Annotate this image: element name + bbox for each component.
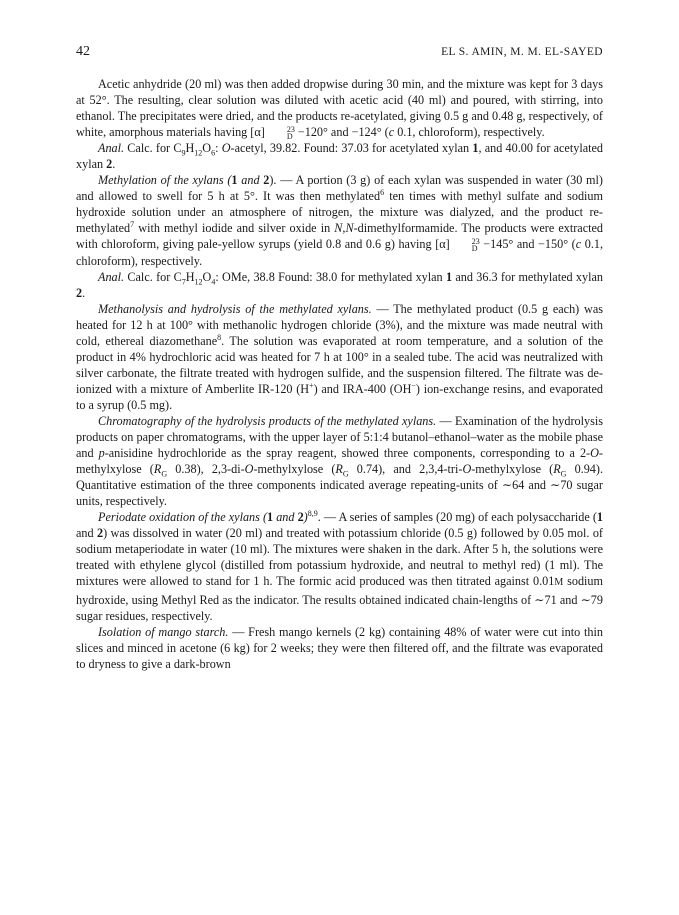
paragraph-chromatography: Chromatography of the hydrolysis products of the methylated xylans. — Examination of the hydrolysis products on paper chromatograms, with the upper layer of 5:1:4 butanol–ethanol–water as the mobile phase and p-anisidine hydrochloride as the spray reagent, showed three components, corresponding to a 2-O-methylxylose ($R_G$ 0.38), 2,3-di-O-methylxylose ($R_G$ 0.74), and 2,3,4-tri-O-methylxylose ($R_G$ 0.94). Quantitative estimation of the three components indicated average repeating-units of ∼64 and ∼70 sugar units, respectively. [76,413,603,509]
article-body [76,76,603,672]
page-header [76,44,603,60]
paragraph-methanolysis: Methanolysis and hydrolysis of the methylated xylans. — The methylated product (0.5 g each) was heated for 12 h at 100° with methanolic hydrogen chloride (3%), and the mixture was made neutral with cold, ethereal diazomethane$^8$. The solution was evaporated at room temperature, and a solution of the product in 4% hydrochloric acid was heated for 7 h at 100° in a sealed tube. The acid was neutralized with silver carbonate, the filtrate treated with hydrogen sulfide, and the suspension filtered. The filtrate was de-ionized with a mixture of Amberlite IR-120 (H+) and IRA-400 (OH−) ion-exchange resins, and evaporated to a syrup (0.5 mg). [76,301,603,412]
paragraph-anal-ome: Anal. Calc. for $C_7H_{12}O_4$: OMe, 38.8 Found: 38.0 for methylated xylan 1 and 36.3 for methylated xylan 2. [76,269,603,300]
running-head-authors: EL S. AMIN, M. M. EL-SAYED [441,46,603,58]
paragraph-acetylation: Acetic anhydride (20 ml) was then added dropwise during 30 min, and the mixture was kept for 3 days at 52°. The resulting, clear solution was diluted with acetic acid (40 ml) and poured, with stirring, into ethanol. The precipitates were dried, and the products re-acetylated, giving 0.5 g and 0.48 g, respectively, of white, amorphous materials having [α] 23 D −120° and −124° (c 0.1, chloroform), respectively. [76,77,603,142]
paragraph-periodate: Periodate oxidation of the xylans (1 and 2)$^{8,9}$. — A series of samples (20 mg) of each polysaccharide (1 and 2) was dissolved in water (20 ml) and treated with potassium chloride (0.5 g) followed by 0.05 mol. of sodium metaperiodate in water (10 ml). The mixtures were shaken in the dark. After 5 h, the solutions were treated with ethylene glycol (distilled from potassium hydroxide, and neutral to methyl red) (1 ml). The mixtures were allowed to stand for 1 h. The formic acid produced was then titrated against 0.01M sodium hydroxide, using Methyl Red as the indicator. The results obtained indicated chain-lengths of ∼71 and ∼79 sugar residues, respectively. [76,509,604,623]
page-number: 42 [76,44,90,59]
paragraph-mango-starch: Isolation of mango starch. — Fresh mango kernels (2 kg) containing 48% of water were cut into thin slices and minced in acetone (6 kg) for 2 weeks; they were then filtered off, and the filtrate was evaporated to dryness to give a dark-brown [76,624,603,671]
paragraph-anal-acetyl: Anal. Calc. for $C_9H_{12}O_6$: O-acetyl, 39.82. Found: 37.03 for acetylated xylan 1, and 40.00 for acetylated xylan 2. [76,141,603,172]
paragraph-methylation: Methylation of the xylans (1 and 2). — A portion (3 g) of each xylan was suspended in water (30 ml) and allowed to swell for 5 h at 5°. It was then methylated$^6$ ten times with methyl sulfate and sodium hydroxide solution under an atmosphere of nitrogen, the mixture was dialyzed, and the product re-methylated$^7$ with methyl iodide and silver oxide in N,N-dimethylformamide. The products were extracted with chloroform, giving pale-yellow syrups (yield 0.8 and 0.6 g) having [α] 23 D −145° and −150° (c 0.1, chloroform), respectively. [76,173,604,268]
